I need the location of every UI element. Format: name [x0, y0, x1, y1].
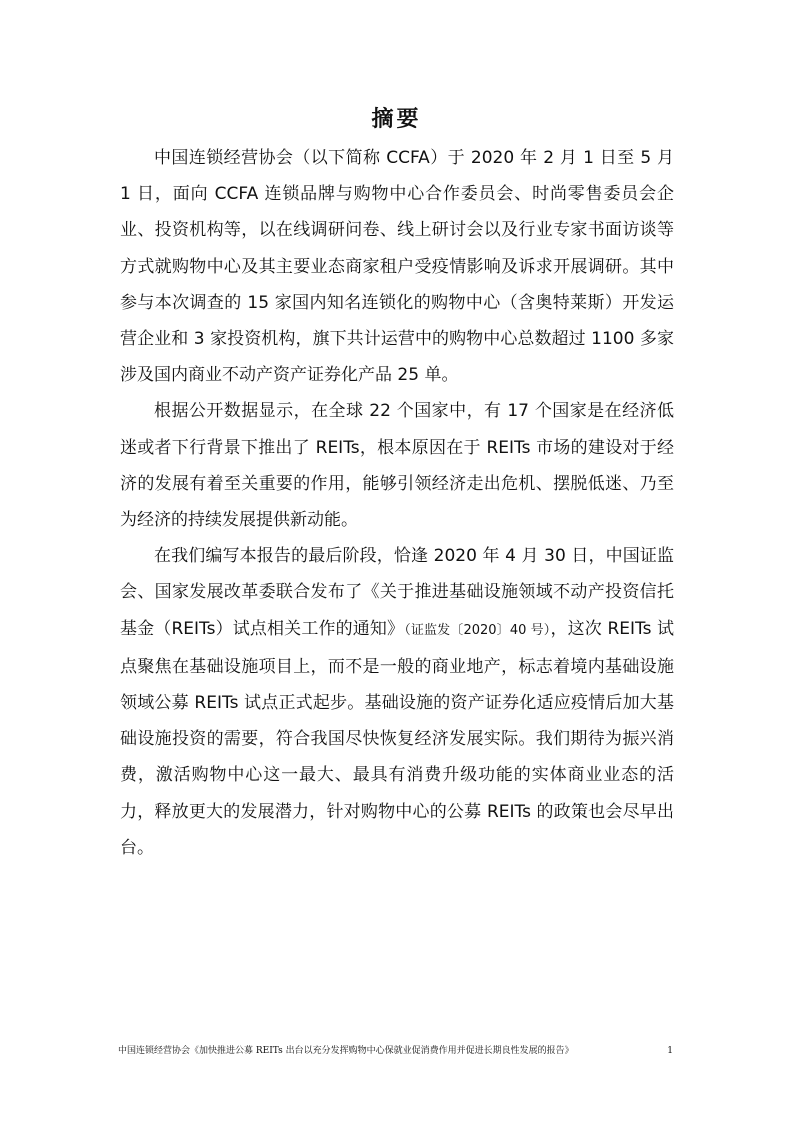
paragraph-1-text: 中国连锁经营协会（以下简称 CCFA）于 2020 年 2 月 1 日至 5 月 1 日，面向 CCFA 连锁品牌与购物中心合作委员会、时尚零售委员会企业、投资机构等，以在线调研问卷、线上研讨会以及行业专家书面访谈等方式就购物中心及其主要业态商家租户受疫情影响及诉求开展调研。其中参与本次调查的 15 家国内知名连锁化的购物中心（含奥特莱斯）开发运营企业和 3 家投资机构，旗下共计运营中的购物中心总数超过 1100 多家涉及国内商业不动产资产证券化产品 25 单。 — [120, 148, 674, 386]
page-title: 摘要 — [371, 107, 422, 132]
document-body — [120, 140, 674, 866]
paragraph-2 — [120, 393, 674, 538]
paragraph-3 — [120, 538, 674, 866]
paragraph-2-text: 根据公开数据显示，在全球 22 个国家中，有 17 个国家是在经济低迷或者下行背景下推出了 REITs，根本原因在于 REITs 市场的建设对于经济的发展有着至关重要的作用，能够引领经济走出危机、摆脱低迷、乃至为经济的持续发展提供新动能。 — [120, 401, 674, 531]
paragraph-3-text-part-2: ，这次 REITs 试点聚焦在基础设施项目上，而不是一般的商业地产，标志着境内基础设施领域公募 REITs 试点正式起步。基础设施的资产证券化适应疫情后加大基础设施投资的需要，符合我国尽快恢复经济发展实际。我们期待为振兴消费，激活购物中心这一最大、最具有消费升级功能的实体商业业态的活力，释放更大的发展潜力，针对购物中心的公募 REITs 的政策也会尽早出台。 — [120, 618, 674, 858]
page-number: 1 — [667, 1046, 673, 1056]
paragraph-1 — [120, 140, 674, 393]
footer-report-title: 中国连锁经营协会《加快推进公募 REITs 出台以充分发挥购物中心保就业促消费作用并促进长期良性发展的报告》 — [118, 1046, 574, 1056]
document-reference-number: （证监发〔2020〕40 号） — [404, 622, 551, 638]
paragraph-3-text-part-1: 在我们编写本报告的最后阶段，恰逢 2020 年 4 月 30 日，中国证监会、国家发展改革委联合发布了《关于推进基础设施领域不动产投资信托基金（REITs）试点相关工作的通知》 — [120, 546, 674, 639]
